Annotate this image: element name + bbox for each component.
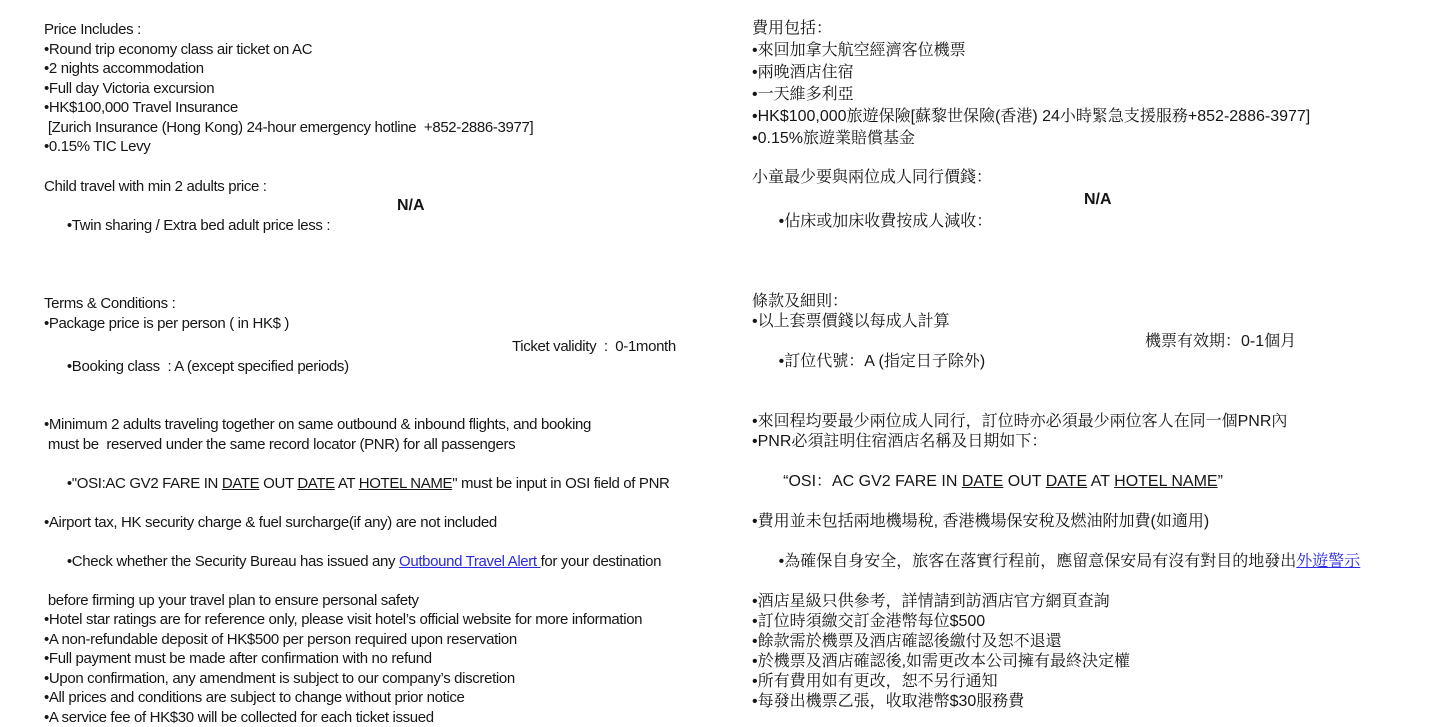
english-terms-column: [44, 20, 760, 727]
bullet-item: •每發出機票乙張，收取港幣$30服務費: [752, 692, 1440, 712]
child-travel-section: [44, 177, 760, 275]
bullet-item-continuation: before firming up your travel plan to ensure personal safety: [44, 591, 760, 611]
twin-sharing-line-zh: [752, 189, 1440, 277]
bullet-item: •0.15% TIC Levy: [44, 137, 760, 157]
date-placeholder: DATE: [1046, 473, 1087, 490]
price-includes-heading: Price Includes :: [44, 20, 760, 40]
bullet-item: •酒店星級只供參考，詳情請到訪酒店官方網頁查詢: [752, 592, 1440, 612]
bullet-item: •Full payment must be made after confirmation with no refund: [44, 649, 760, 669]
price-includes-section: [44, 20, 760, 157]
bullet-item: •All prices and conditions are subject to change without prior notice: [44, 688, 760, 708]
outbound-travel-alert-link[interactable]: Outbound Travel Alert: [399, 553, 541, 570]
terms-section-zh: [752, 292, 1440, 712]
bullet-item: •來回加拿大航空經濟客位機票: [752, 40, 1440, 62]
bullet-item: •以上套票價錢以每成人計算: [752, 312, 1440, 332]
bullet-item: •0.15%旅遊業賠償基金: [752, 128, 1440, 150]
bullet-item: •Full day Victoria excursion: [44, 79, 760, 99]
terms-section: [44, 294, 760, 727]
bullet-item: •Round trip economy class air ticket on AC: [44, 40, 760, 60]
bullet-item: •費用並未包括兩地機場稅, 香港機場保安稅及燃油附加費(如適用): [752, 512, 1440, 532]
booking-class-label-zh: •訂位代號：A (指定日子除外): [779, 353, 986, 370]
bullet-item: •A service fee of HK$30 will be collected for each ticket issued: [44, 708, 760, 727]
bullet-item: •Hotel star ratings are for reference only, please visit hotel’s official website for more information: [44, 610, 760, 630]
outbound-travel-alert-link-zh[interactable]: 外遊警示: [1296, 553, 1360, 570]
terms-heading-zh: 條款及細則：: [752, 292, 1440, 312]
bullet-item: •2 nights accommodation: [44, 59, 760, 79]
hotel-name-placeholder: HOTEL NAME: [359, 475, 452, 492]
bullet-item: •一天維多利亞: [752, 84, 1440, 106]
bullet-item: •Package price is per person ( in HK$ ): [44, 314, 760, 334]
child-travel-section-zh: [752, 167, 1440, 277]
child-travel-heading-zh: 小童最少要與兩位成人同行價錢：: [752, 167, 1440, 189]
date-placeholder: DATE: [297, 475, 335, 492]
bullet-item: •PNR必須註明住宿酒店名稱及日期如下：: [752, 432, 1440, 452]
booking-class-line-zh: [752, 332, 1440, 412]
booking-class-label: •Booking class : A (except specified periods): [67, 358, 349, 375]
date-placeholder: DATE: [962, 473, 1003, 490]
date-placeholder: DATE: [222, 475, 260, 492]
price-includes-section-zh: [752, 18, 1440, 150]
bullet-item: •所有費用如有更改，恕不另行通知: [752, 672, 1440, 692]
bullet-item: •餘款需於機票及酒店確認後繳付及恕不退還: [752, 632, 1440, 652]
bullet-item: •來回程均要最少兩位成人同行，訂位時亦必須最少兩位客人在同一個PNR內: [752, 412, 1440, 432]
price-includes-heading-zh: 費用包括：: [752, 18, 1440, 40]
bullet-item: •兩晚酒店住宿: [752, 62, 1440, 84]
bullet-item: [Zurich Insurance (Hong Kong) 24-hour emergency hotline +852-2886-3977]: [44, 118, 760, 138]
hotel-name-placeholder: HOTEL NAME: [1114, 473, 1217, 490]
twin-sharing-value: N/A: [397, 196, 425, 216]
bullet-item: •Upon confirmation, any amendment is subject to our company’s discretion: [44, 669, 760, 689]
twin-sharing-label: •Twin sharing / Extra bed adult price less :: [67, 217, 330, 234]
bullet-item: •A non-refundable deposit of HK$500 per person required upon reservation: [44, 630, 760, 650]
terms-heading: Terms & Conditions :: [44, 294, 760, 314]
booking-class-line: [44, 337, 760, 415]
ticket-validity-label: Ticket validity : 0-1month: [512, 337, 676, 357]
bullet-item: •Airport tax, HK security charge & fuel surcharge(if any) are not included: [44, 513, 760, 533]
bullet-item: •Minimum 2 adults traveling together on same outbound & inbound flights, and booking: [44, 415, 760, 435]
twin-sharing-label-zh: •佔床或加床收費按成人減收：: [779, 213, 993, 230]
bullet-item: •於機票及酒店確認後,如需更改本公司擁有最終決定權: [752, 652, 1440, 672]
child-travel-heading: Child travel with min 2 adults price :: [44, 177, 760, 197]
bullet-item: •HK$100,000 Travel Insurance: [44, 98, 760, 118]
ticket-validity-label-zh: 機票有效期：0-1個月: [1145, 332, 1296, 352]
travel-alert-line: •Check whether the Security Bureau has issued any Outbound Travel Alert for your destination: [44, 532, 760, 591]
bullet-item: •HK$100,000旅遊保險[蘇黎世保險(香港) 24小時緊急支援服務+852-2886-3977]: [752, 106, 1440, 128]
twin-sharing-value-zh: N/A: [1084, 189, 1112, 211]
osi-line-zh: “OSI：AC GV2 FARE IN DATE OUT DATE AT HOTEL NAME”: [752, 452, 1440, 512]
osi-line: •"OSI:AC GV2 FARE IN DATE OUT DATE AT HOTEL NAME" must be input in OSI field of PNR: [44, 454, 760, 513]
twin-sharing-line: [44, 196, 760, 274]
bullet-item-continuation: must be reserved under the same record locator (PNR) for all passengers: [44, 435, 760, 455]
bullet-item: •訂位時須繳交訂金港幣每位$500: [752, 612, 1440, 632]
travel-alert-line-zh: •為確保自身安全，旅客在落實行程前，應留意保安局有沒有對目的地發出外遊警示: [752, 532, 1440, 592]
chinese-terms-column: [752, 18, 1440, 712]
